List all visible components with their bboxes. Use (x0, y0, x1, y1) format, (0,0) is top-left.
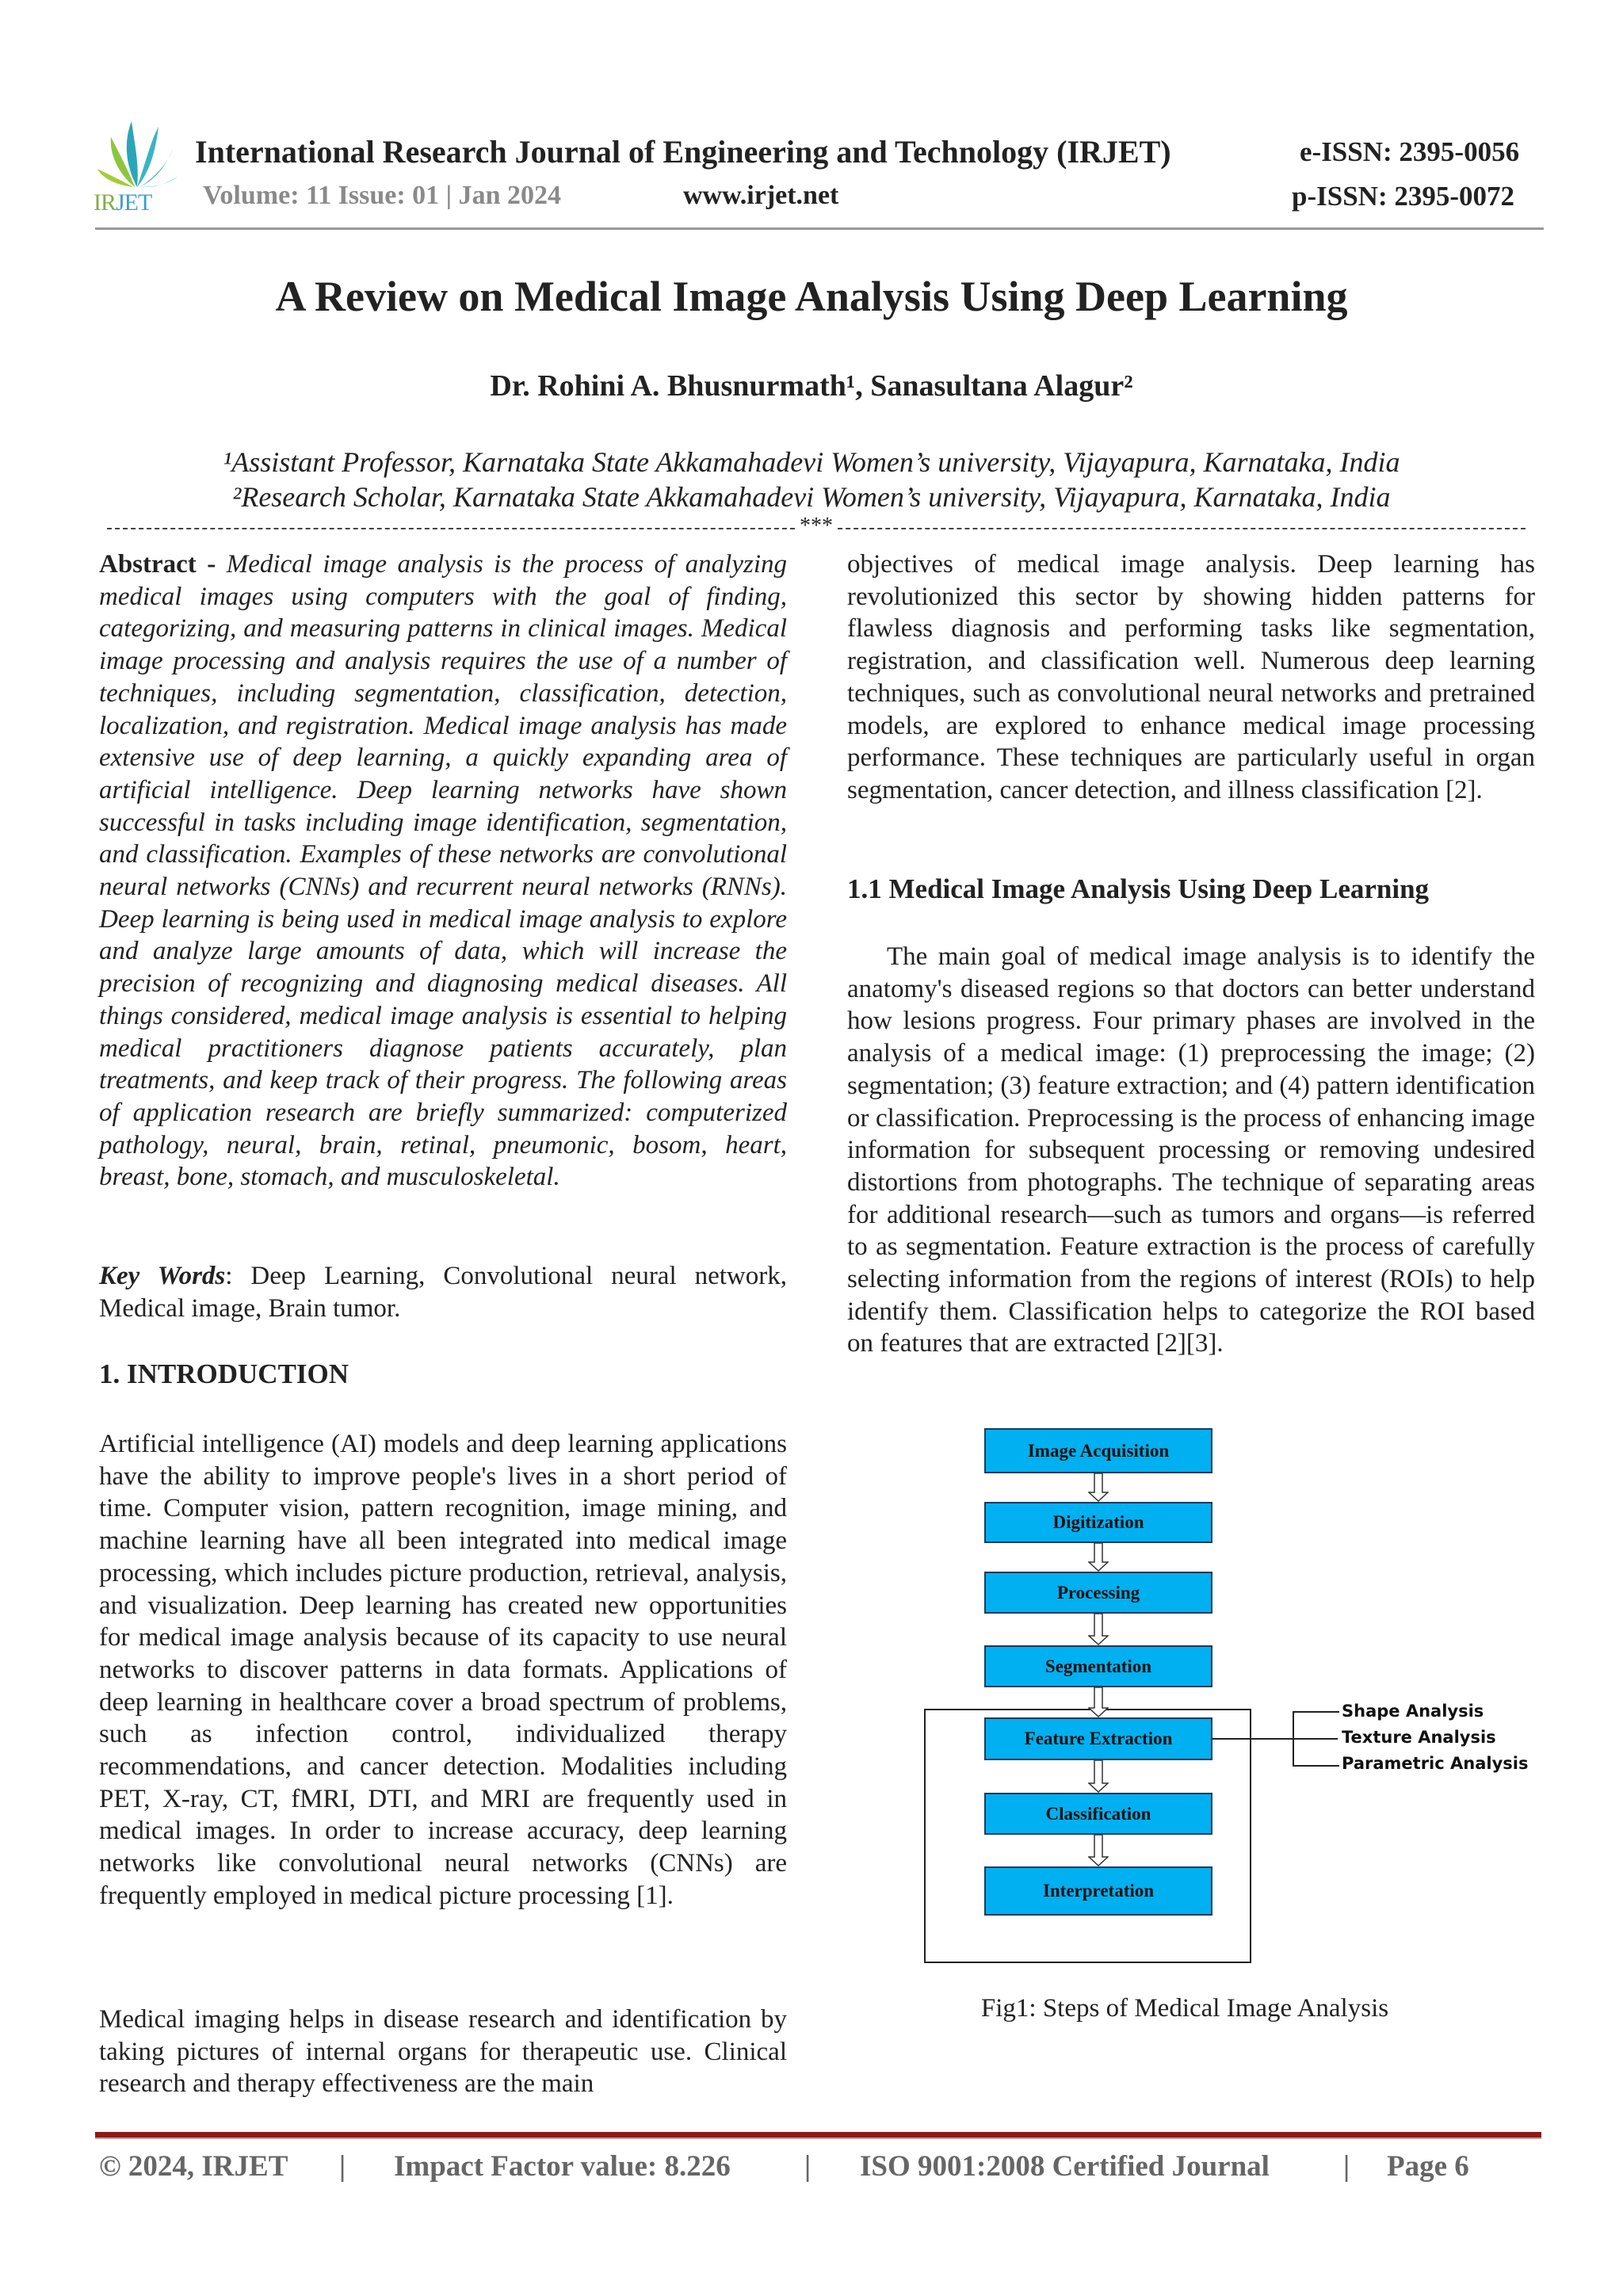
down-arrow-icon (1088, 1473, 1109, 1502)
authors: Dr. Rohini A. Bhusnurmath¹, Sanasultana Alagur² (490, 369, 1133, 403)
footer-rule (95, 2132, 1541, 2139)
step-interpretation: Interpretation (984, 1866, 1212, 1916)
step-image-acquisition: Image Acquisition (984, 1428, 1212, 1473)
step-digitization: Digitization (984, 1502, 1212, 1543)
footer-separator: | (1343, 2150, 1350, 2183)
intro-text-2: Medical imaging helps in disease research and identification by taking pictures of internal organs for therapeutic use. Clinical research and therapy effectiveness are the main (99, 2005, 787, 2099)
feature-texture-analysis: Texture Analysis (1342, 1728, 1496, 1747)
down-arrow-icon (1088, 1543, 1109, 1572)
logo-text: IRJET (94, 189, 152, 216)
abstract-text: Medical image analysis is the process of analyzing medical images using computers with the goal of finding, categorizing, and measuring patterns in clinical images. Medical image processing and analysis requires the use of a number of techniques, including segmentation, classification, detection, localization, and registration. Medical image analysis has made extensive use of deep learning, a quickly expanding area of artificial intelligence. Deep learning networks have shown successful in tasks including image identification, segmentation, and classification. Examples of these networks are convolutional neural networks (CNNs) and recurrent neural networks (RNNs). Deep learning is being used in medical image analysis to explore and analyze large amounts of data, which will increase the precision of recognizing and diagnosing medical diseases. All things considered, medical image analysis is essential to helping medical practitioners diagnose patients accurately, plan treatments, and keep track of their progress. The following areas of application research are briefly summarized: computerized pathology, neural, brain, retinal, pneumonic, bosom, heart, breast, bone, stomach, and musculoskeletal. (99, 550, 787, 1192)
step-classification: Classification (984, 1793, 1212, 1835)
feature-parametric-analysis: Parametric Analysis (1342, 1754, 1529, 1773)
intro-text-2-cont: objectives of medical image analysis. Deep learning has revolutionized this sector by showing hidden patterns for flawless diagnosis and performing tasks like segmentation, registration, and classification well. Numerous deep learning techniques, such as convolutional neural networks and pretrained models, are explored to enhance medical image processing performance. These techniques are particularly useful in organ segmentation, cancer detection, and illness classification [2]. (847, 550, 1535, 804)
affiliation-2: ²Research Scholar, Karnataka State Akkamahadevi Women’s university, Vijayapura, Karnataka, India (232, 481, 1391, 513)
step-segmentation: Segmentation (984, 1645, 1212, 1687)
section-1-1-heading: 1.1 Medical Image Analysis Using Deep Learning (847, 873, 1430, 904)
footer-iso: ISO 9001:2008 Certified Journal (860, 2150, 1270, 2183)
keywords-label: Key Words (99, 1262, 226, 1290)
header-rule (95, 227, 1544, 230)
volume-issue: Volume: 11 Issue: 01 | Jan 2024 (203, 181, 562, 210)
down-arrow-icon (1088, 1835, 1109, 1866)
step-processing: Processing (984, 1572, 1212, 1614)
footer-copyright: © 2024, IRJET (99, 2150, 288, 2183)
feature-bracket (1293, 1711, 1339, 1767)
intro-text-1: Artificial intelligence (AI) models and deep learning applications have the ability to improve people's lives in a short period of time. Computer vision, pattern recognition, image mining, and machine learning have all been integrated into medical image processing, which includes picture production, retrieval, analysis, and visualization. Deep learning has created new opportunities for medical image analysis because of its capacity to use neural networks to discover patterns in data formats. Applications of deep learning in healthcare cover a broad spectrum of problems, such as infection control, individualized therapy recommendations, and cancer detection. Modalities including PET, X-ray, CT, fMRI, DTI, and MRI are frequently used in medical images. In order to increase accuracy, deep learning networks like convolutional neural networks (CNNs) are frequently employed in medical picture processing [1]. (99, 1430, 787, 1910)
abstract (99, 548, 787, 1194)
figure-caption: Fig1: Steps of Medical Image Analysis (980, 1994, 1389, 2023)
down-arrow-icon (1088, 1760, 1109, 1793)
e-issn: e-ISSN: 2395-0056 (1300, 136, 1520, 167)
journal-name: International Research Journal of Engineering and Technology (IRJET) (195, 134, 1171, 170)
footer-separator: | (804, 2150, 812, 2183)
footer-impact-factor: Impact Factor value: 8.226 (394, 2150, 731, 2183)
footer-separator: | (339, 2150, 346, 2183)
separator-stars: *** (796, 514, 836, 539)
introduction-paragraph-1 (99, 1428, 787, 1912)
footer-page-number: Page 6 (1387, 2150, 1469, 2183)
introduction-paragraph-2 (99, 2004, 787, 2100)
introduction-heading: 1. INTRODUCTION (99, 1358, 349, 1389)
irjet-logo (94, 117, 181, 216)
logo-leaves-icon (94, 117, 181, 190)
down-arrow-icon (1088, 1614, 1109, 1645)
introduction-paragraph-2-continued (847, 548, 1535, 807)
step-feature-extraction: Feature Extraction (984, 1717, 1212, 1760)
p-issn: p-ISSN: 2395-0072 (1292, 181, 1515, 212)
keywords-text: : Deep Learning, Convolutional neural network, Medical image, Brain tumor. (99, 1262, 787, 1323)
feature-shape-analysis: Shape Analysis (1342, 1702, 1484, 1721)
abstract-label: Abstract - (99, 550, 227, 579)
keywords (99, 1260, 787, 1324)
website-link[interactable]: www.irjet.net (683, 181, 839, 210)
paper-title: A Review on Medical Image Analysis Using Deep Learning (275, 273, 1348, 320)
section-1-1-text: The main goal of medical image analysis is to identify the anatomy's diseased regions so that doctors can better understand how lesions progress. Four primary phases are involved in the analysis of a medical image: (1) preprocessing the image; (2) segmentation; (3) feature extraction; and (4) pattern identification or classification. Preprocessing is the process of enhancing image information for subsequent processing or removing undesired distortions from photographs. The technique of separating areas for additional research—such as tumors and organs—is referred to as segmentation. Feature extraction is the process of carefully selecting information from the regions of interest (ROIs) to help identify them. Classification helps to categorize the ROI based on features that are extracted [2][3]. (847, 942, 1535, 1358)
section-1-1-paragraph (847, 941, 1535, 1360)
down-arrow-icon (1088, 1687, 1109, 1717)
affiliation-1: ¹Assistant Professor, Karnataka State Akkamahadevi Women’s university, Vijayapura, Karnataka, India (223, 446, 1400, 478)
